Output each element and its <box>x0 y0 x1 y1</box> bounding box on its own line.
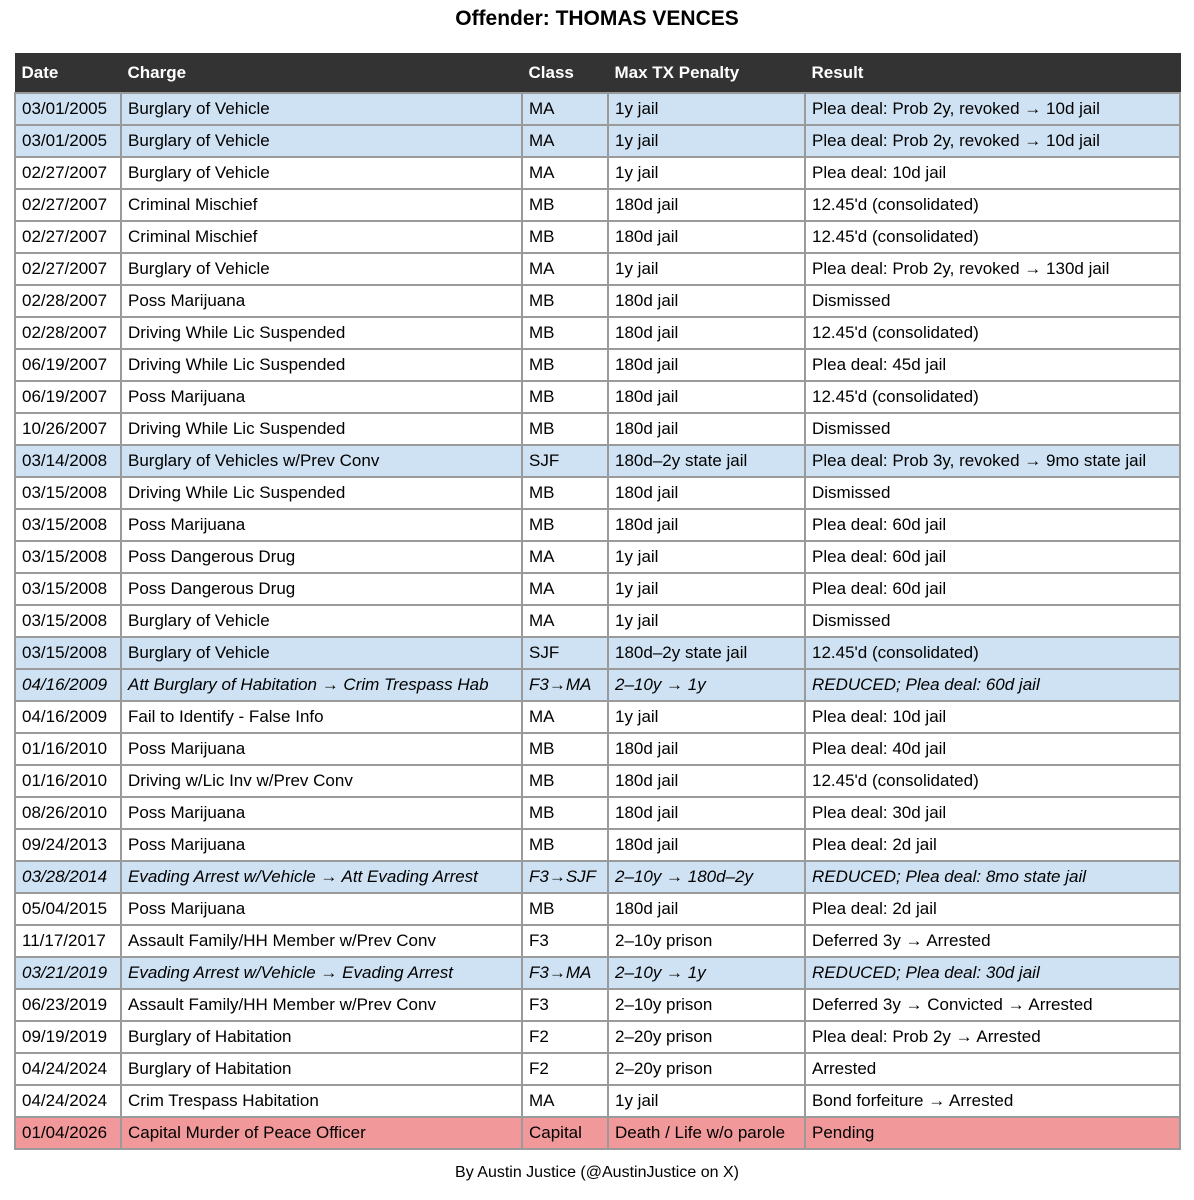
cell-date: 02/28/2007 <box>15 317 121 349</box>
cell-date: 03/15/2008 <box>15 637 121 669</box>
table-row <box>15 157 1180 189</box>
cell-result: Pending <box>805 1117 1180 1149</box>
cell-max-penalty: 180d jail <box>608 381 805 413</box>
cell-max-penalty: 1y jail <box>608 701 805 733</box>
cell-max-penalty: 1y jail <box>608 93 805 125</box>
table-row <box>15 925 1180 957</box>
cell-class: F2 <box>522 1053 608 1085</box>
cell-charge: Poss Marijuana <box>121 381 522 413</box>
cell-date: 03/15/2008 <box>15 541 121 573</box>
cell-date: 02/28/2007 <box>15 285 121 317</box>
table-row <box>15 1021 1180 1053</box>
cell-result: Deferred 3y → Arrested <box>805 925 1180 957</box>
cell-max-penalty: 2–10y prison <box>608 925 805 957</box>
table-row <box>15 1053 1180 1085</box>
cell-result: Arrested <box>805 1053 1180 1085</box>
cell-charge: Assault Family/HH Member w/Prev Conv <box>121 989 522 1021</box>
cell-date: 02/27/2007 <box>15 189 121 221</box>
cell-charge: Driving w/Lic Inv w/Prev Conv <box>121 765 522 797</box>
cell-charge: Driving While Lic Suspended <box>121 349 522 381</box>
cell-class: MA <box>522 1085 608 1117</box>
table-row <box>15 893 1180 925</box>
cell-max-penalty: 180d jail <box>608 765 805 797</box>
cell-max-penalty: 180d jail <box>608 733 805 765</box>
cell-class: MB <box>522 829 608 861</box>
cell-max-penalty: 180d jail <box>608 317 805 349</box>
cell-date: 06/23/2019 <box>15 989 121 1021</box>
cell-class: F3→MA <box>522 669 608 701</box>
cell-max-penalty: 180d jail <box>608 829 805 861</box>
header-class: Class <box>522 54 608 94</box>
cell-max-penalty: 180d jail <box>608 509 805 541</box>
cell-max-penalty: 1y jail <box>608 573 805 605</box>
cell-result: Deferred 3y → Convicted → Arrested <box>805 989 1180 1021</box>
cell-class: Capital <box>522 1117 608 1149</box>
cell-charge: Poss Dangerous Drug <box>121 541 522 573</box>
header-result: Result <box>805 54 1180 94</box>
cell-result: Dismissed <box>805 285 1180 317</box>
cell-date: 03/15/2008 <box>15 605 121 637</box>
header-date: Date <box>15 54 121 94</box>
cell-class: MA <box>522 701 608 733</box>
table-row <box>15 317 1180 349</box>
cell-max-penalty: 180d–2y state jail <box>608 445 805 477</box>
cell-date: 01/16/2010 <box>15 765 121 797</box>
cell-date: 06/19/2007 <box>15 381 121 413</box>
cell-class: F3→MA <box>522 957 608 989</box>
cell-date: 03/28/2014 <box>15 861 121 893</box>
cell-date: 04/16/2009 <box>15 669 121 701</box>
footer-credit: By Austin Justice (@AustinJustice on X) <box>455 1164 739 1181</box>
cell-class: MB <box>522 221 608 253</box>
cell-max-penalty: 180d jail <box>608 285 805 317</box>
cell-class: MB <box>522 477 608 509</box>
cell-class: MA <box>522 253 608 285</box>
cell-result: Plea deal: 2d jail <box>805 829 1180 861</box>
cell-charge: Criminal Mischief <box>121 221 522 253</box>
cell-date: 02/27/2007 <box>15 221 121 253</box>
cell-max-penalty: 1y jail <box>608 157 805 189</box>
cell-class: MB <box>522 509 608 541</box>
table-row <box>15 381 1180 413</box>
cell-max-penalty: 180d–2y state jail <box>608 637 805 669</box>
cell-class: MB <box>522 285 608 317</box>
cell-date: 03/15/2008 <box>15 509 121 541</box>
cell-class: MA <box>522 605 608 637</box>
cell-class: F3→SJF <box>522 861 608 893</box>
cell-class: SJF <box>522 637 608 669</box>
cell-result: Plea deal: 10d jail <box>805 701 1180 733</box>
cell-date: 08/26/2010 <box>15 797 121 829</box>
cell-date: 04/16/2009 <box>15 701 121 733</box>
cell-result: Plea deal: Prob 2y, revoked → 130d jail <box>805 253 1180 285</box>
table-row <box>15 637 1180 669</box>
cell-class: MB <box>522 797 608 829</box>
cell-class: F2 <box>522 1021 608 1053</box>
cell-date: 01/04/2026 <box>15 1117 121 1149</box>
cell-result: Plea deal: 60d jail <box>805 573 1180 605</box>
cell-class: SJF <box>522 445 608 477</box>
cell-charge: Evading Arrest w/Vehicle → Evading Arrest <box>121 957 522 989</box>
table-row <box>15 93 1180 125</box>
cell-class: F3 <box>522 925 608 957</box>
table-row <box>15 605 1180 637</box>
cell-date: 09/19/2019 <box>15 1021 121 1053</box>
cell-max-penalty: 2–10y → 1y <box>608 957 805 989</box>
cell-date: 03/01/2005 <box>15 93 121 125</box>
cell-charge: Fail to Identify - False Info <box>121 701 522 733</box>
cell-max-penalty: 2–10y → 180d–2y <box>608 861 805 893</box>
cell-class: MB <box>522 733 608 765</box>
cell-result: Plea deal: 2d jail <box>805 893 1180 925</box>
table-row <box>15 829 1180 861</box>
cell-class: MA <box>522 573 608 605</box>
table-row <box>15 349 1180 381</box>
cell-result: REDUCED; Plea deal: 30d jail <box>805 957 1180 989</box>
cell-result: 12.45'd (consolidated) <box>805 189 1180 221</box>
table-row <box>15 701 1180 733</box>
cell-date: 05/04/2015 <box>15 893 121 925</box>
cell-date: 02/27/2007 <box>15 157 121 189</box>
cell-class: MB <box>522 413 608 445</box>
cell-max-penalty: 1y jail <box>608 605 805 637</box>
cell-date: 03/21/2019 <box>15 957 121 989</box>
header-max-penalty: Max TX Penalty <box>608 54 805 94</box>
cell-class: MB <box>522 189 608 221</box>
table-row <box>15 1117 1180 1149</box>
cell-charge: Driving While Lic Suspended <box>121 317 522 349</box>
cell-class: MA <box>522 93 608 125</box>
cell-charge: Capital Murder of Peace Officer <box>121 1117 522 1149</box>
cell-date: 02/27/2007 <box>15 253 121 285</box>
cell-max-penalty: 180d jail <box>608 221 805 253</box>
cell-date: 03/15/2008 <box>15 477 121 509</box>
table-body <box>15 93 1180 1149</box>
cell-result: Plea deal: Prob 3y, revoked → 9mo state jail <box>805 445 1180 477</box>
header-charge: Charge <box>121 54 522 94</box>
table-row <box>15 189 1180 221</box>
cell-result: 12.45'd (consolidated) <box>805 765 1180 797</box>
cell-result: REDUCED; Plea deal: 60d jail <box>805 669 1180 701</box>
cell-charge: Criminal Mischief <box>121 189 522 221</box>
table-row <box>15 1085 1180 1117</box>
table-row <box>15 125 1180 157</box>
cell-charge: Assault Family/HH Member w/Prev Conv <box>121 925 522 957</box>
cell-charge: Burglary of Vehicle <box>121 125 522 157</box>
cell-date: 01/16/2010 <box>15 733 121 765</box>
table-row <box>15 669 1180 701</box>
cell-date: 09/24/2013 <box>15 829 121 861</box>
table-row <box>15 253 1180 285</box>
cell-date: 11/17/2017 <box>15 925 121 957</box>
cell-date: 03/15/2008 <box>15 573 121 605</box>
cell-charge: Burglary of Vehicle <box>121 93 522 125</box>
cell-result: Plea deal: 10d jail <box>805 157 1180 189</box>
cell-class: MB <box>522 349 608 381</box>
cell-max-penalty: 2–10y prison <box>608 989 805 1021</box>
cell-date: 03/01/2005 <box>15 125 121 157</box>
cell-max-penalty: 1y jail <box>608 125 805 157</box>
table-row <box>15 733 1180 765</box>
cell-result: Bond forfeiture → Arrested <box>805 1085 1180 1117</box>
cell-max-penalty: 1y jail <box>608 541 805 573</box>
table-row <box>15 765 1180 797</box>
table-row <box>15 797 1180 829</box>
cell-charge: Burglary of Vehicle <box>121 253 522 285</box>
table-row <box>15 285 1180 317</box>
cell-class: MB <box>522 317 608 349</box>
cell-charge: Burglary of Vehicle <box>121 157 522 189</box>
table-row <box>15 541 1180 573</box>
cell-result: Plea deal: Prob 2y → Arrested <box>805 1021 1180 1053</box>
cell-max-penalty: 1y jail <box>608 253 805 285</box>
cell-charge: Poss Marijuana <box>121 893 522 925</box>
cell-max-penalty: 180d jail <box>608 413 805 445</box>
cell-date: 10/26/2007 <box>15 413 121 445</box>
cell-charge: Burglary of Vehicle <box>121 637 522 669</box>
table-row <box>15 989 1180 1021</box>
cell-charge: Burglary of Vehicles w/Prev Conv <box>121 445 522 477</box>
cell-result: Plea deal: Prob 2y, revoked → 10d jail <box>805 125 1180 157</box>
table-row <box>15 957 1180 989</box>
cell-class: MB <box>522 893 608 925</box>
cell-charge: Att Burglary of Habitation → Crim Trespass Hab <box>121 669 522 701</box>
cell-max-penalty: 180d jail <box>608 797 805 829</box>
cell-result: 12.45'd (consolidated) <box>805 381 1180 413</box>
cell-charge: Evading Arrest w/Vehicle → Att Evading Arrest <box>121 861 522 893</box>
cell-max-penalty: 180d jail <box>608 349 805 381</box>
cell-charge: Poss Marijuana <box>121 733 522 765</box>
offense-table <box>14 53 1181 1150</box>
cell-max-penalty: 1y jail <box>608 1085 805 1117</box>
cell-date: 03/14/2008 <box>15 445 121 477</box>
cell-charge: Driving While Lic Suspended <box>121 413 522 445</box>
cell-charge: Poss Marijuana <box>121 509 522 541</box>
table-row <box>15 221 1180 253</box>
cell-class: MA <box>522 541 608 573</box>
cell-result: REDUCED; Plea deal: 8mo state jail <box>805 861 1180 893</box>
cell-charge: Poss Dangerous Drug <box>121 573 522 605</box>
cell-result: Dismissed <box>805 477 1180 509</box>
cell-result: Plea deal: 45d jail <box>805 349 1180 381</box>
table-row <box>15 573 1180 605</box>
cell-result: Dismissed <box>805 605 1180 637</box>
cell-result: Plea deal: 40d jail <box>805 733 1180 765</box>
cell-result: Plea deal: 60d jail <box>805 509 1180 541</box>
cell-class: MA <box>522 125 608 157</box>
cell-result: Dismissed <box>805 413 1180 445</box>
cell-max-penalty: 2–20y prison <box>608 1021 805 1053</box>
cell-class: F3 <box>522 989 608 1021</box>
cell-result: 12.45'd (consolidated) <box>805 317 1180 349</box>
cell-max-penalty: 180d jail <box>608 477 805 509</box>
cell-result: Plea deal: 30d jail <box>805 797 1180 829</box>
table-row <box>15 861 1180 893</box>
cell-max-penalty: 180d jail <box>608 893 805 925</box>
table-row <box>15 477 1180 509</box>
cell-max-penalty: Death / Life w/o parole <box>608 1117 805 1149</box>
cell-charge: Driving While Lic Suspended <box>121 477 522 509</box>
table-row <box>15 445 1180 477</box>
cell-max-penalty: 2–10y → 1y <box>608 669 805 701</box>
cell-class: MB <box>522 765 608 797</box>
page-title: Offender: THOMAS VENCES <box>455 7 739 30</box>
cell-date: 04/24/2024 <box>15 1053 121 1085</box>
cell-charge: Poss Marijuana <box>121 285 522 317</box>
cell-class: MB <box>522 381 608 413</box>
table-row <box>15 413 1180 445</box>
cell-charge: Burglary of Habitation <box>121 1021 522 1053</box>
cell-class: MA <box>522 157 608 189</box>
cell-charge: Burglary of Vehicle <box>121 605 522 637</box>
cell-charge: Poss Marijuana <box>121 797 522 829</box>
cell-date: 04/24/2024 <box>15 1085 121 1117</box>
cell-result: Plea deal: 60d jail <box>805 541 1180 573</box>
cell-result: 12.45'd (consolidated) <box>805 637 1180 669</box>
cell-max-penalty: 180d jail <box>608 189 805 221</box>
cell-result: Plea deal: Prob 2y, revoked → 10d jail <box>805 93 1180 125</box>
cell-max-penalty: 2–20y prison <box>608 1053 805 1085</box>
cell-date: 06/19/2007 <box>15 349 121 381</box>
table-header-row <box>15 54 1180 94</box>
cell-result: 12.45'd (consolidated) <box>805 221 1180 253</box>
cell-charge: Poss Marijuana <box>121 829 522 861</box>
cell-charge: Burglary of Habitation <box>121 1053 522 1085</box>
table-row <box>15 509 1180 541</box>
cell-charge: Crim Trespass Habitation <box>121 1085 522 1117</box>
